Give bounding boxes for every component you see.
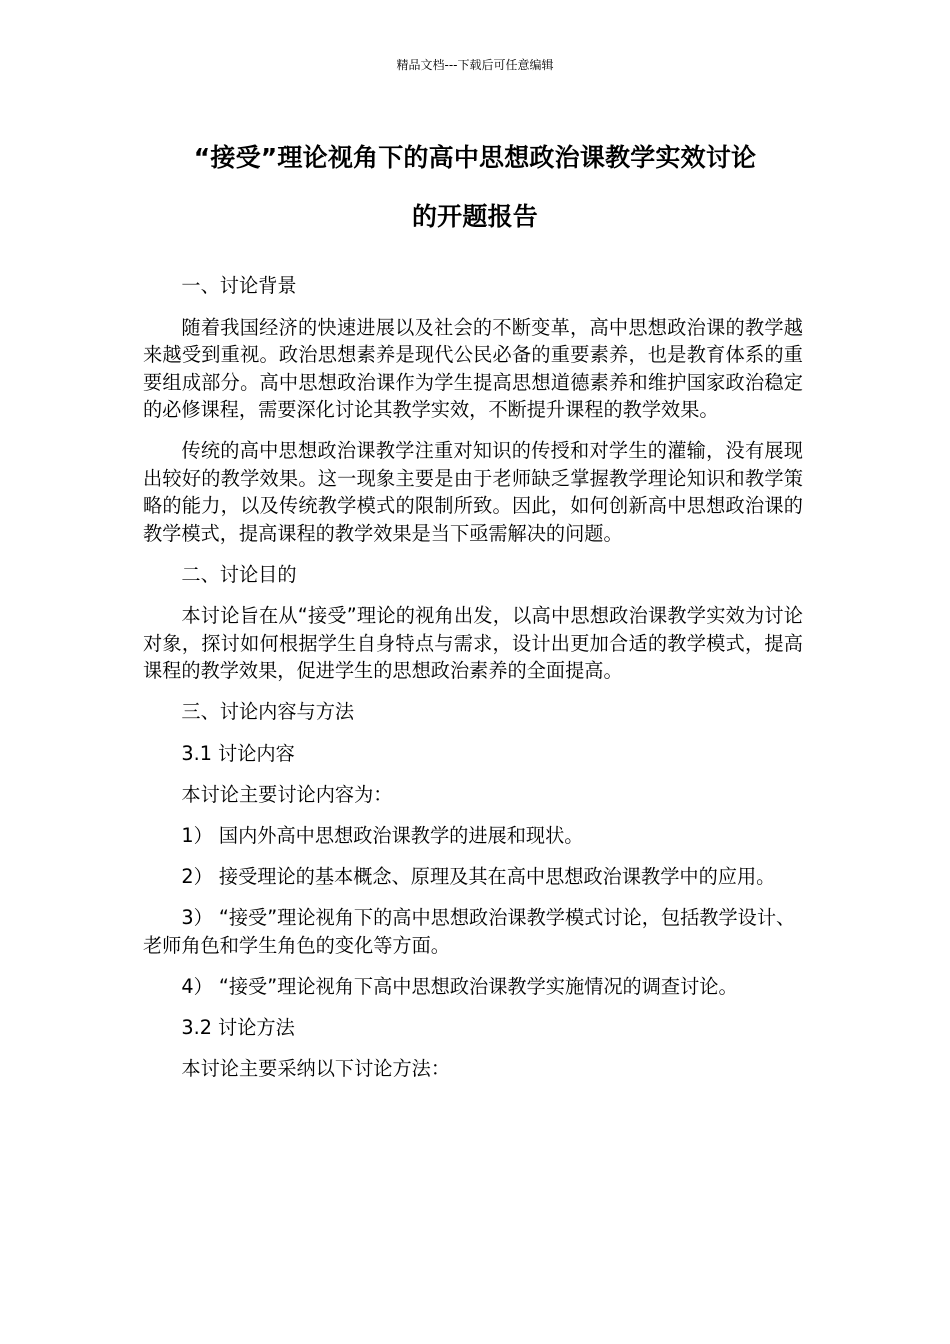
section-heading-background: 一、讨论背景	[181, 274, 297, 297]
list-item: 3） “接受”理论视角下的高中思想政治课教学模式讨论，包括教学设计、老师角色和学生角色的变化等方面。	[143, 906, 796, 957]
paragraph-method-intro: 本讨论主要采纳以下讨论方法：	[181, 1057, 451, 1080]
document-title-line-1: “接受”理论视角下的高中思想政治课教学实效讨论	[193, 143, 757, 172]
paragraph-content-intro: 本讨论主要讨论内容为：	[181, 783, 393, 806]
document-title-line-2: 的开题报告	[411, 202, 538, 231]
section-heading-content-method: 三、讨论内容与方法	[181, 700, 355, 723]
paragraph-background-2: 传统的高中思想政治课教学注重对知识的传授和对学生的灌输，没有展现出较好的教学效果。这一现象主要是由于老师缺乏掌握教学理论知识和教学策略的能力，以及传统教学模式的限制所致。因此，如何创新高中思想政治课的教学模式，提高课程的教学效果是当下亟需解决的问题。	[143, 439, 803, 545]
paragraph-purpose: 本讨论旨在从“接受”理论的视角出发，以高中思想政治课教学实效为讨论对象，探讨如何根据学生自身特点与需求，设计出更加合适的教学模式，提高课程的教学效果，促进学生的思想政治素养的全面提高。	[143, 604, 803, 682]
paragraph-background-1: 随着我国经济的快速进展以及社会的不断变革，高中思想政治课的教学越来越受到重视。政治思想素养是现代公民必备的重要素养，也是教育体系的重要组成部分。高中思想政治课作为学生提高思想道德素养和维护国家政治稳定的必修课程，需要深化讨论其教学实效，不断提升课程的教学效果。	[143, 315, 803, 421]
subsection-heading-content: 3.1 讨论内容	[181, 741, 295, 765]
list-item: 4） “接受”理论视角下高中思想政治课教学实施情况的调查讨论。	[181, 974, 738, 998]
list-item: 1） 国内外高中思想政治课教学的进展和现状。	[181, 824, 584, 847]
document-body	[143, 272, 803, 1096]
list-item: 2） 接受理论的基本概念、原理及其在高中思想政治课教学中的应用。	[181, 865, 776, 888]
section-heading-purpose: 二、讨论目的	[181, 562, 297, 586]
header-note: 精品文档---下载后可任意编辑	[396, 58, 554, 72]
subsection-heading-method: 3.2 讨论方法	[181, 1015, 295, 1039]
